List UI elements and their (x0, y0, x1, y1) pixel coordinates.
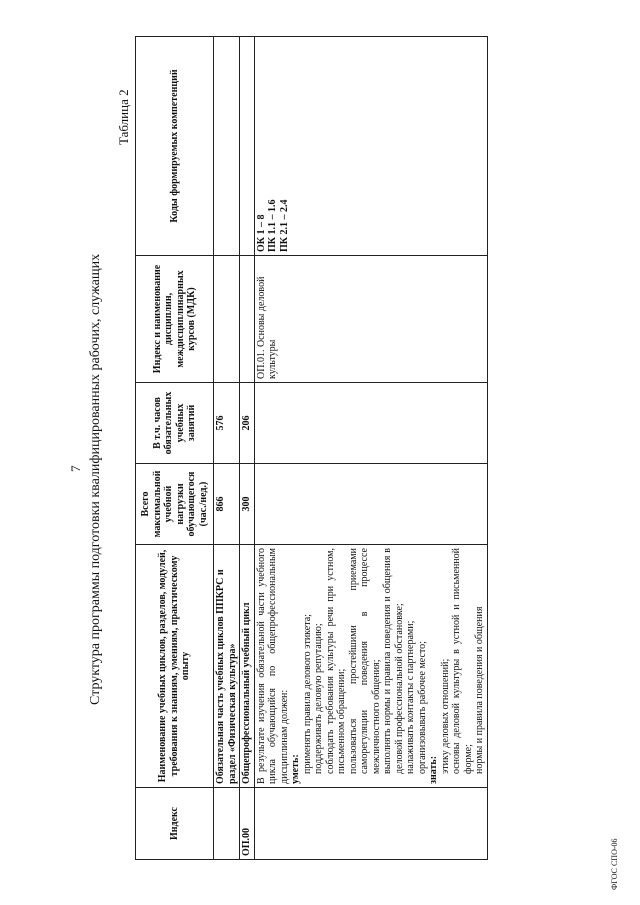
list-item: основы деловой культуры в устной и письменной форме; (451, 548, 474, 774)
total-row-max-load: 866 (214, 464, 240, 545)
requirements-intro: В результате изучения обязательной части учебного цикла обучающийся по общепрофессиональным дисциплинам должен: (255, 548, 290, 784)
op-row-max-load: 300 (240, 464, 255, 545)
header-max-load: Всего максимальной учебной нагрузки обучающегося (час./нед.) (136, 464, 214, 545)
structure-table (135, 36, 488, 860)
header-name: Наименование учебных циклов, разделов, модулей, требования к знаниям, умениям, практическому опыту (136, 545, 214, 788)
footer-mark: ФГОС СПО-06 (610, 838, 619, 890)
table-row (254, 37, 487, 860)
competences-cell (254, 37, 487, 256)
list-item: налаживать контакты с партнерами; (405, 620, 416, 774)
list-item: нормы и правила поведения и общения (474, 606, 485, 774)
header-discipline: Индекс и наименование дисциплин, междисциплинарных курсов (МДК) (136, 256, 214, 383)
table-row (240, 37, 255, 860)
header-row (136, 37, 214, 860)
znat-heading: знать: (428, 755, 439, 784)
op-row-index: ОП.00 (240, 788, 255, 860)
header-index: Индекс (136, 788, 214, 860)
header-competences: Коды формируемых компетенций (136, 37, 214, 256)
list-item: этику деловых отношений; (439, 658, 451, 774)
competence-code: ПК 1.1 – 1.6 (267, 199, 278, 252)
total-row-name: Обязательная часть учебных циклов ППКРС и раздел «Физическая культура» (214, 545, 240, 788)
list-item: организовывать рабочее место; (416, 641, 428, 774)
table-row (214, 37, 240, 860)
document-title: Структура программы подготовки квалифицированных рабочих, служащих (88, 253, 103, 705)
list-item: применять правила делового этикета; (301, 614, 313, 774)
op-row-name: Общепрофессиональный учебный цикл (240, 545, 255, 788)
page-number: 7 (68, 465, 83, 472)
competence-code: ПК 2.1 – 2.4 (278, 199, 290, 252)
discipline-cell: ОП.01. Основы деловой культуры (254, 256, 487, 383)
list-item: соблюдать требования культуры речи при устном, письменном обращении; (324, 548, 347, 774)
table-label: Таблица 2 (116, 89, 131, 145)
total-row-classes: 576 (214, 383, 240, 464)
list-item: выполнять нормы и правила поведения и общения в деловой профессиональной обстановке; (382, 548, 405, 774)
competence-code: ОК 1 – 8 (255, 214, 267, 252)
umet-heading: уметь: (290, 754, 301, 784)
header-classes: В т.ч. часов обязательных учебных занятий (136, 383, 214, 464)
list-item: пользоваться простейшими приемами саморегуляции поведения в процессе межличностного общения; (347, 548, 382, 774)
op-row-classes: 206 (240, 383, 255, 464)
requirements-cell (254, 545, 487, 788)
list-item: поддерживать деловую репутацию; (313, 623, 324, 774)
